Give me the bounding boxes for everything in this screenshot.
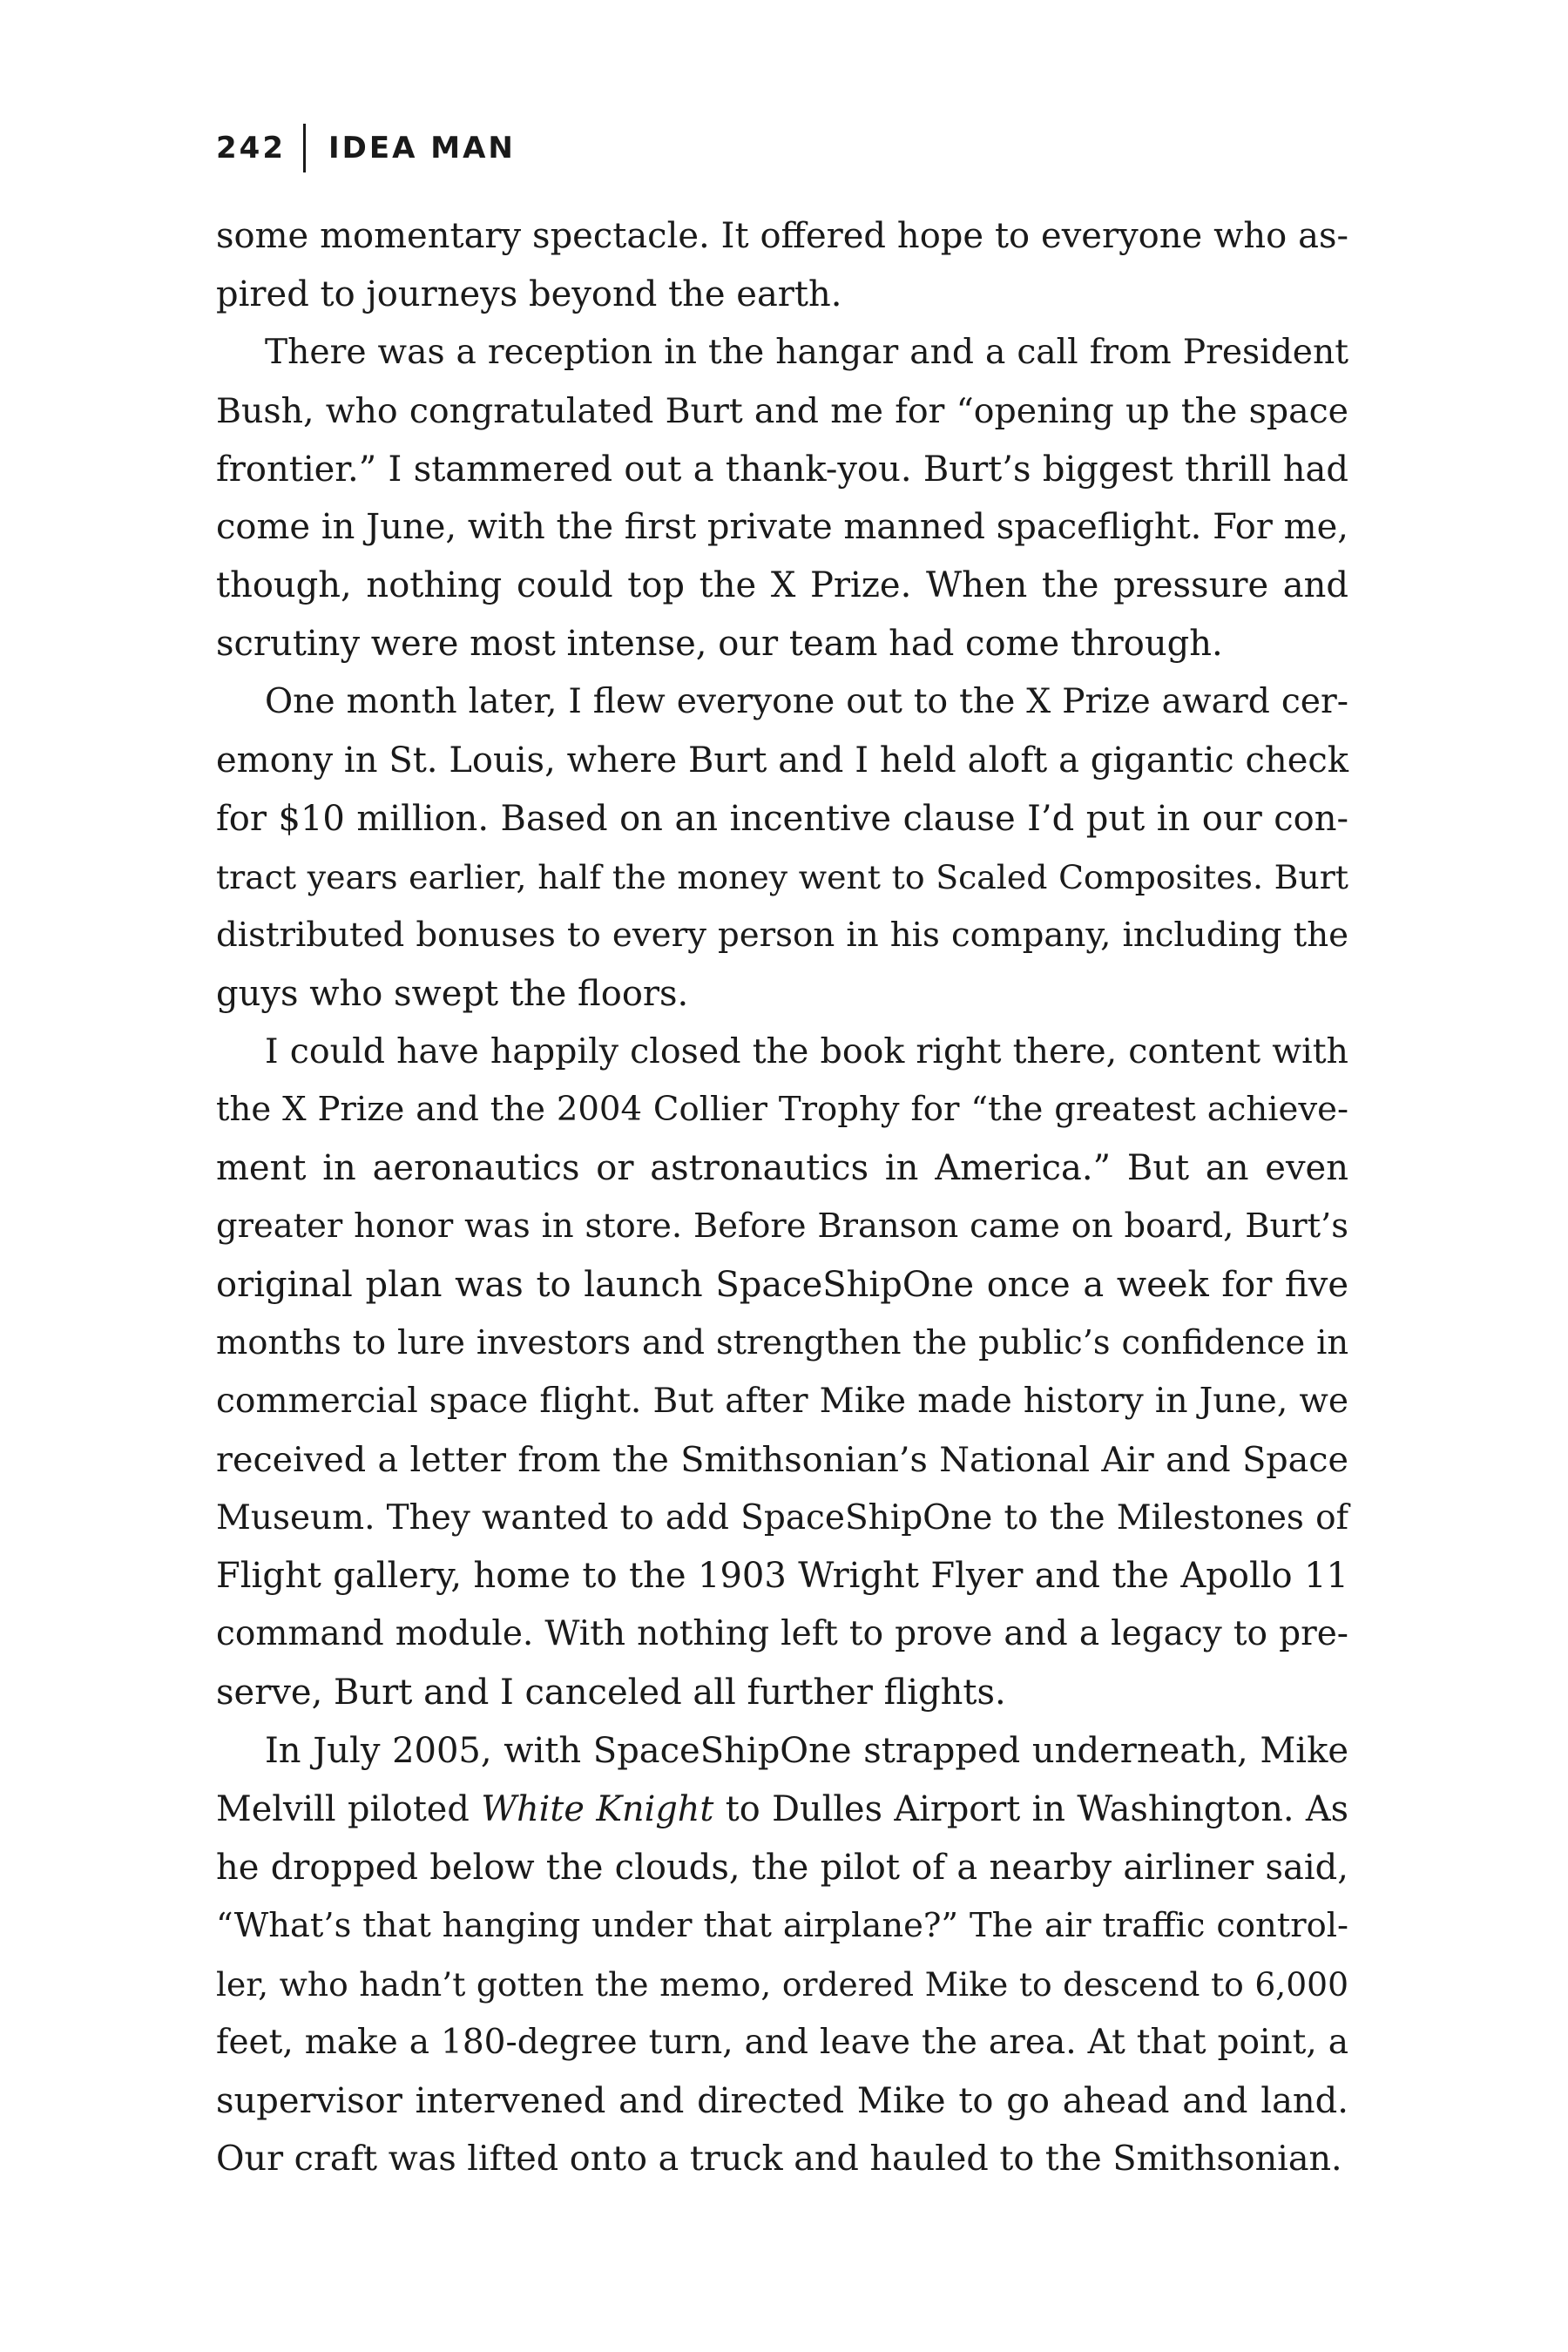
- text-line: months to lure investors and strengthen the public’s confidence in: [216, 1322, 1348, 1362]
- text-line: supervisor intervened and directed Mike to go ahead and land.: [216, 2080, 1348, 2121]
- italic-aircraft-name: White Knight: [481, 1789, 714, 1830]
- paragraph-first-line: One month later, I flew everyone out to the X Prize award cer-: [265, 682, 1348, 722]
- text-line: for $10 million. Based on an incentive clause I’d put in our con-: [216, 798, 1348, 839]
- text-line: Our craft was lifted onto a truck and hauled to the Smithsonian.: [216, 2139, 1342, 2180]
- text-line: he dropped below the clouds, the pilot of a nearby airliner said,: [216, 1847, 1348, 1888]
- text-line: guys who swept the floors.: [216, 973, 689, 1014]
- text-line: scrutiny were most intense, our team had come through.: [216, 624, 1223, 665]
- text-line: distributed bonuses to every person in his company, including the: [216, 915, 1348, 955]
- text-line: come in June, with the first private manned spaceflight. For me,: [216, 507, 1348, 548]
- book-title: IDEA MAN: [328, 131, 516, 166]
- text-line: ment in aeronautics or astronautics in America.” But an even: [216, 1148, 1348, 1189]
- text-line: original plan was to launch SpaceShipOne once a week for five: [216, 1265, 1348, 1306]
- text-line: greater honor was in store. Before Branson came on board, Burt’s: [216, 1206, 1348, 1247]
- text-line: pired to journeys beyond the earth.: [216, 274, 842, 314]
- running-head: [216, 124, 516, 172]
- text-line: received a letter from the Smithsonian’s National Air and Space: [216, 1439, 1348, 1480]
- text-line: command module. With nothing left to prove and a legacy to pre-: [216, 1614, 1348, 1654]
- text-line: frontier.” I stammered out a thank-you. Burt’s biggest thrill had: [216, 449, 1348, 490]
- text-line: the X Prize and the 2004 Collier Trophy for “the greatest achieve-: [216, 1090, 1348, 1130]
- paragraph-first-line: In July 2005, with SpaceShipOne strapped underneath, Mike: [265, 1731, 1348, 1772]
- text-line: Flight gallery, home to the 1903 Wright Flyer and the Apollo 11: [216, 1556, 1348, 1597]
- text-line: [216, 1781, 1348, 1839]
- paragraph-first-line: I could have happily closed the book right there, content with: [265, 1031, 1348, 1072]
- text-line: though, nothing could top the X Prize. When the pressure and: [216, 565, 1348, 606]
- text-line: commercial space flight. But after Mike made history in June, we: [216, 1381, 1348, 1421]
- text-line: feet, make a 180-degree turn, and leave the area. At that point, a: [216, 2022, 1348, 2062]
- page-number: 242: [216, 131, 286, 166]
- text-segment: Melvill piloted: [216, 1789, 482, 1830]
- text-line: ler, who hadn’t gotten the memo, ordered Mike to descend to 6,000: [216, 1964, 1348, 2004]
- text-line: Bush, who congratulated Burt and me for “opening up the space: [216, 390, 1348, 431]
- text-line: emony in St. Louis, where Burt and I held aloft a gigantic check: [216, 740, 1348, 781]
- paragraph-first-line: There was a reception in the hangar and a call from President: [265, 332, 1348, 372]
- text-segment: to Dulles Airport in Washington. As: [713, 1789, 1348, 1830]
- text-line: some momentary spectacle. It offered hope to everyone who as-: [216, 216, 1348, 256]
- text-line: Museum. They wanted to add SpaceShipOne to the Milestones of: [216, 1497, 1348, 1538]
- text-line: tract years earlier, half the money went to Scaled Composites. Burt: [216, 857, 1348, 896]
- text-line: “What’s that hanging under that airplane?” The air traffic control-: [216, 1905, 1348, 1945]
- text-line: serve, Burt and I canceled all further flights.: [216, 1673, 1006, 1713]
- body-text: [216, 207, 1348, 2188]
- header-divider: [303, 124, 306, 172]
